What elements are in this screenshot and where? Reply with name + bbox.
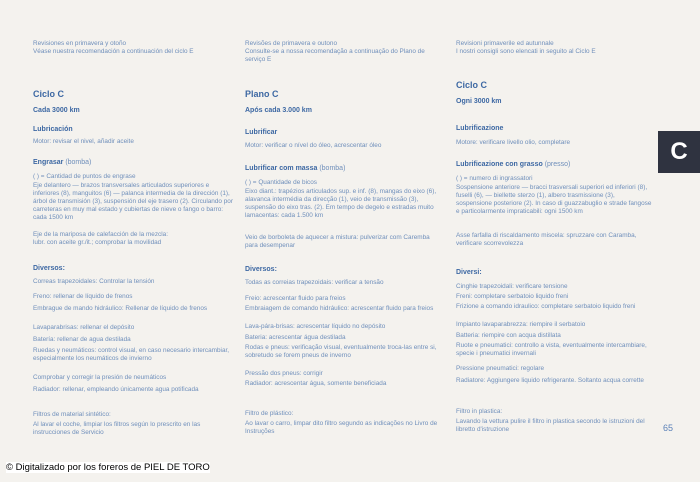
scan-credit: © Digitalizado por los foreros de PIEL DE TORO <box>6 462 210 473</box>
misc-item: Comprobar y corregir la presión de neumáticos <box>33 374 167 381</box>
interval-label: Após cada 3.000 km <box>245 107 312 114</box>
misc-heading: Diversos: <box>245 266 277 273</box>
cycle-title: Plano C <box>245 89 279 99</box>
cycle-title: Ciclo C <box>456 80 488 90</box>
lubrication-text: Motore: verificare livello olio, completare <box>456 139 571 146</box>
misc-item: Correas trapezoidales: Controlar la tensión <box>33 278 155 285</box>
filter-heading: Filtro in plastica: <box>456 408 503 415</box>
misc-item: Ruedas y neumáticos: control visual, en caso necesario intercambiar, especialmente los neumáticos de invierno <box>33 347 230 362</box>
misc-item: Ruote e pneumatici: controllo a vista, eventualmente intercambiare, specie i pneumatici invernali <box>456 342 647 357</box>
grease-heading <box>33 158 91 167</box>
lubrication-heading: Lubricación <box>33 126 73 133</box>
intro-text: Revisioni primaverile ed autunnale I nostri consigli sono elencati in seguito al Ciclo E <box>456 40 596 55</box>
lubrication-text: Motor: revisar el nivel, añadir aceite <box>33 138 134 145</box>
filter-text: Ao lavar o carro, limpar dito filtro segundo as indicações no Livro de Instruções <box>245 420 438 435</box>
misc-item: Cinghie trapezoidali: verificare tensione <box>456 283 568 290</box>
grease-text-2: Eje de la mariposa de calefacción de la mezcla: lubr. con aceite gr./it.; comprobar la movilidad <box>33 231 168 246</box>
misc-item: Lava-pára-brisas: acrescentar líquido no depósito <box>245 323 386 330</box>
grease-note: ( ) = numero di ingrassatori <box>456 175 533 182</box>
misc-item: Bateria: acrescentar água destilada <box>245 334 346 341</box>
filter-heading: Filtro de plástico: <box>245 410 294 417</box>
section-tab-c: C <box>658 131 700 173</box>
grease-text-2: Asse farfalla di riscaldamento miscela: spruzzare con Caramba, verificare scorrevolezza <box>456 232 637 247</box>
grease-heading-suffix: (presso) <box>544 161 571 168</box>
misc-item: Embrague de mando hidráulico: Rellenar de líquido de frenos <box>33 305 208 312</box>
lubrication-heading: Lubrificazione <box>456 125 504 132</box>
misc-item: Freno: rellenar de líquido de frenos <box>33 293 133 300</box>
misc-item: Todas as correias trapezoidais: verificar a tensão <box>245 279 384 286</box>
page-number: 65 <box>663 423 674 433</box>
misc-heading: Diversos: <box>33 265 65 272</box>
grease-note: ( ) = Quantidade de bicos <box>245 179 317 186</box>
grease-note: ( ) = Cantidad de puntos de engrase <box>33 173 136 180</box>
lubrication-heading: Lubrificar <box>245 129 278 136</box>
filter-heading: Filtros de material sintético: <box>33 411 111 418</box>
misc-item: Pressão dos pneus: corrigir <box>245 370 323 377</box>
grease-heading-label: Lubrificar com massa <box>245 165 318 172</box>
misc-item: Impianto lavaparabrezza: riempire il serbatoio <box>456 321 586 328</box>
misc-item: Radiador: rellenar, empleando únicamente agua potificada <box>33 386 199 393</box>
lubrication-text: Motor: verificar o nível do óleo, acrescentar óleo <box>245 142 382 149</box>
grease-text: Eixo diant.: trapézios articulados sup. e inf. (8), mangas do eixo (6), alavanca intermédia da direcção (1), veio de transmissão (3), suspensão do eixo tras. (2). Em tempo de degelo e estradas muito lamacentas: cada 1.500 km <box>245 188 437 219</box>
misc-item: Batería: rellenar de agua destilada <box>33 336 131 343</box>
misc-item: Frizione a comando idraulico: completare serbatoio liquido freni <box>456 303 636 310</box>
cycle-title: Ciclo C <box>33 89 65 99</box>
intro-text: Revisiones en primavera y otoño Véase nuestra recomendación a continuación del ciclo E <box>33 40 194 55</box>
grease-heading-label: Engrasar <box>33 159 64 166</box>
misc-item: Rodas e pneus: verificação visual, eventualmente troca-las entre si, sobretudo se forem pneus de inverno <box>245 344 437 359</box>
grease-text: Sospensione anteriore — bracci trasversali superiori ed inferiori (8), fuselli (6), — biellette sterzo (1), albero trasmissione (3), sospensione posteriore (2). In caso di guazzabuglio e strade fangose e particolarmente impraticabili: ogni 1500 km <box>456 184 652 215</box>
grease-heading-suffix: (bomba) <box>65 159 92 166</box>
interval-label: Cada 3000 km <box>33 107 80 114</box>
misc-item: Freni: completare serbatoio liquido freni <box>456 293 569 300</box>
grease-heading-label: Lubrificazione con grasso <box>456 161 543 168</box>
grease-heading <box>245 164 345 173</box>
intro-text: Revisões de primavera e outono Consulte-se a nossa recomendação a continuação do Plano de serviço E <box>245 40 425 63</box>
interval-label: Ogni 3000 km <box>456 98 502 105</box>
misc-item: Radiador: acrescentar água, somente beneficiada <box>245 380 387 387</box>
filter-text: Al lavar el coche, limpiar los filtros según lo prescrito en las instrucciones de Servicio <box>33 421 201 436</box>
grease-text: Eje delantero — brazos transversales articulados superiores e inferiores (8), manguitos (6) — palanca intermedia de la dirección (1), árbol de transmisión (3), suspensión del eje trasero (2). Circulando por carreteras en muy mal estado y cubiertas de nieve o fango o barro: cada 1500 km <box>33 182 233 221</box>
misc-item: Freio: acrescentar fluido para freios <box>245 295 346 302</box>
grease-heading <box>456 160 570 169</box>
misc-item: Radiatore: Aggiungere liquido refrigerante. Soltanto acqua corrette <box>456 377 644 384</box>
filter-text: Lavando la vettura pulire il filtro in plastica secondo le istruzioni del libretto d'istruzione <box>456 418 645 433</box>
misc-item: Batteria: riempire con acqua distillata <box>456 332 561 339</box>
misc-item: Embraiagem de comando hidráulico: acrescentar fluido para freios <box>245 305 434 312</box>
misc-item: Pressione pneumatici: regolare <box>456 365 545 372</box>
misc-item: Lavaparabrisas: rellenar el depósito <box>33 324 135 331</box>
misc-heading: Diversi: <box>456 269 482 276</box>
grease-text-2: Veio de borboleta de aquecer a mistura: pulverizar com Caremba para desempenar <box>245 234 430 249</box>
grease-heading-suffix: (bomba) <box>319 165 346 172</box>
